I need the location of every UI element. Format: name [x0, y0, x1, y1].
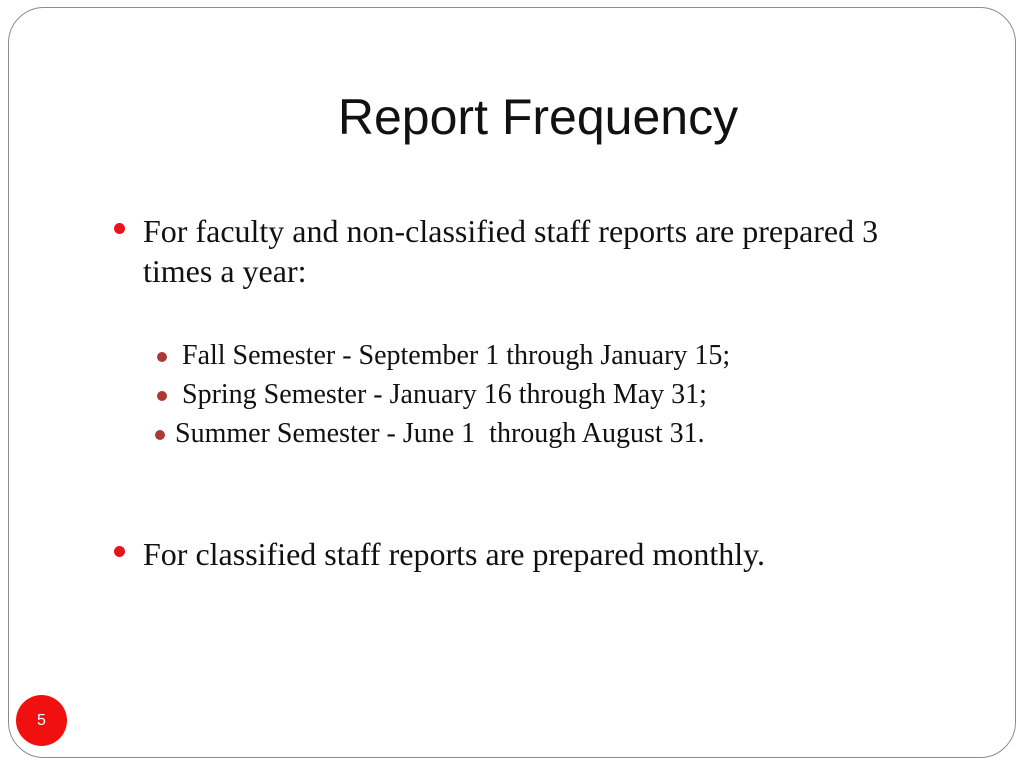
bullet-dot [114, 223, 125, 234]
sub-bullet-dot [155, 430, 165, 440]
bullet-dot [114, 546, 125, 557]
bullet-text: For classified staff reports are prepared monthly. [143, 536, 766, 572]
sub-bullet-item [182, 337, 982, 375]
sub-bullet-dot [157, 391, 167, 401]
page-number: 5 [37, 711, 46, 729]
slide-title: Report Frequency [337, 89, 739, 145]
sub-bullet-dot [157, 352, 167, 362]
sub-bullet-item [182, 376, 982, 414]
sub-bullet-text: Fall Semester - September 1 through January 15; [182, 340, 731, 371]
bullet-item [143, 211, 1003, 291]
sub-bullet-text: Spring Semester - January 16 through May 31; [182, 379, 707, 410]
bullet-item [143, 534, 1003, 574]
bullet-text-line: For faculty and non-classified staff reports are prepared 3 [143, 213, 879, 249]
bullet-text-line: times a year: [143, 253, 307, 289]
page-number-badge [16, 695, 67, 746]
sub-bullet-text: Summer Semester - June 1 through August 31. [175, 418, 705, 449]
sub-bullet-item [175, 415, 975, 453]
